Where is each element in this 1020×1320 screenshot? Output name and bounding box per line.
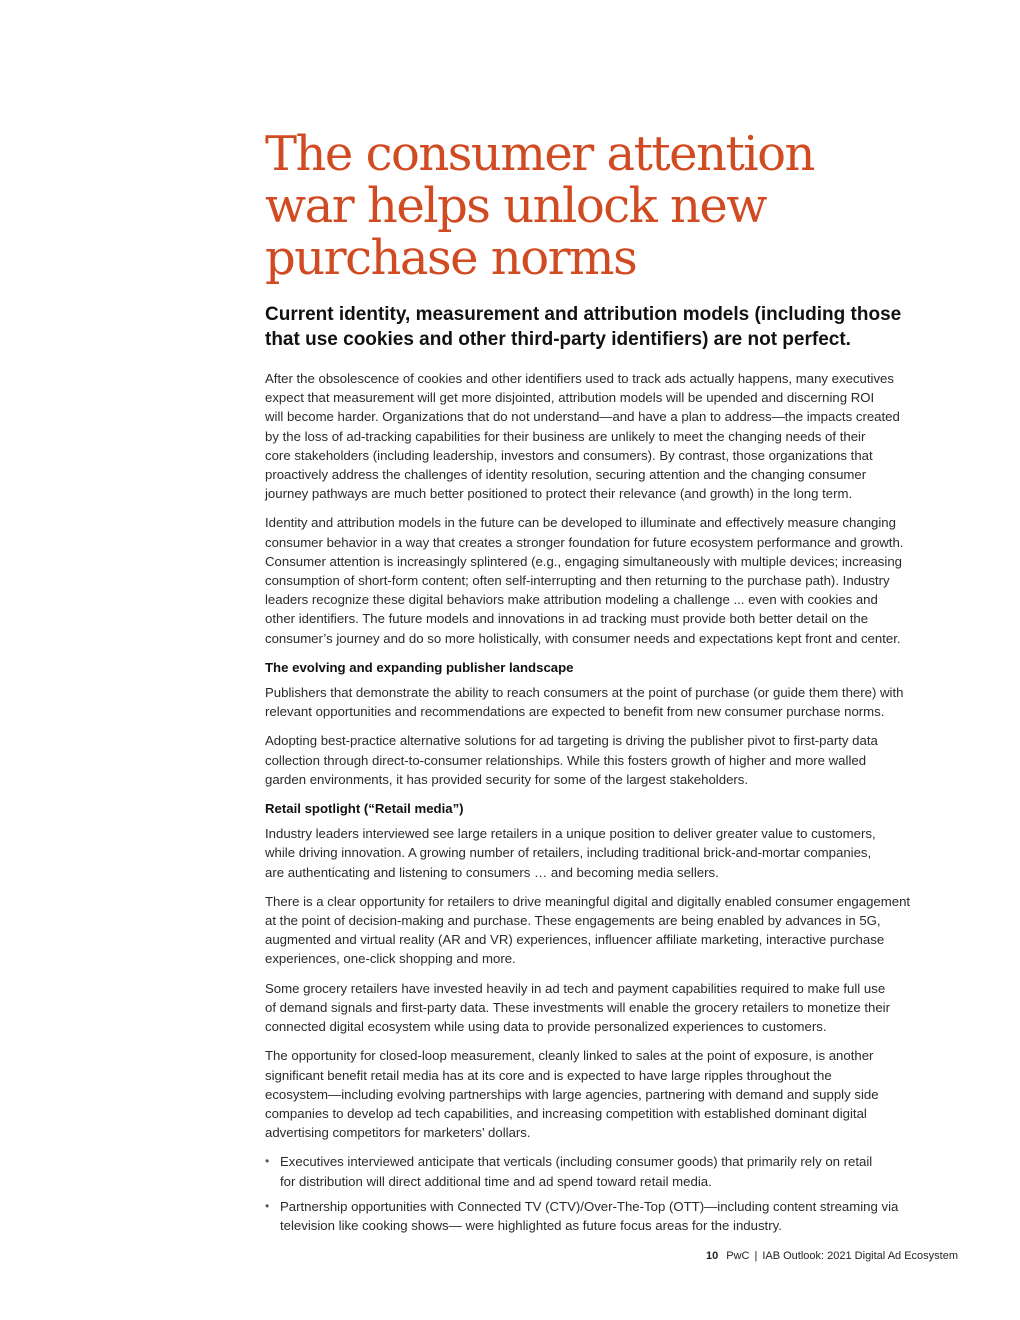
footer-publication: IAB Outlook: 2021 Digital Ad Ecosystem xyxy=(762,1250,958,1262)
text-line: journey pathways are much better positioned to protect their relevance (and growth) in the long term. xyxy=(265,486,853,502)
text-line: Executives interviewed anticipate that verticals (including consumer goods) that primarily rely on retail xyxy=(280,1154,873,1170)
text-line: of demand signals and first-party data. These investments will enable the grocery retailers to monetize their xyxy=(265,999,891,1015)
text-line: Adopting best-practice alternative solutions for ad targeting is driving the publisher pivot to first-party data xyxy=(265,733,878,749)
text-line: are authenticating and listening to consumers … and becoming media sellers. xyxy=(265,864,719,880)
paragraph-publishers xyxy=(265,683,965,721)
title-line: The consumer attention xyxy=(265,126,814,182)
text-line: Industry leaders interviewed see large retailers in a unique position to deliver greater value to customers, xyxy=(265,826,876,842)
text-line: Partnership opportunities with Connected TV (CTV)/Over-The-Top (OTT)—including content streaming via xyxy=(280,1198,899,1214)
text-line: experiences, one-click shopping and more. xyxy=(265,951,516,967)
text-line: consumption of short-form content; often self-interrupting and then returning to the purchase path). Industry xyxy=(265,573,890,589)
text-line: relevant opportunities and recommendations are expected to benefit from new consumer purchase norms. xyxy=(265,704,885,720)
paragraph-grocery xyxy=(265,979,965,1037)
paragraph-closed-loop xyxy=(265,1046,965,1142)
text-line: while driving innovation. A growing number of retailers, including traditional brick-and-mortar companies, xyxy=(265,845,872,861)
bullet-icon: • xyxy=(265,1198,270,1213)
text-line: proactively address the challenges of identity resolution, securing attention and the changing consumer xyxy=(265,467,867,483)
text-line: Publishers that demonstrate the ability to reach consumers at the point of purchase (or guide them there) with xyxy=(265,685,904,701)
text-line: Identity and attribution models in the future can be developed to illuminate and effectively measure changing xyxy=(265,515,896,531)
text-line: The opportunity for closed-loop measurement, cleanly linked to sales at the point of exposure, is another xyxy=(265,1048,874,1064)
text-line: core stakeholders (including leadership, investors and consumers). By contrast, those organizations that xyxy=(265,447,873,463)
subtitle-line: that use cookies and other third-party identifiers) are not perfect. xyxy=(265,329,851,350)
text-line: will become harder. Organizations that do not understand—and have a plan to address—the impacts created xyxy=(265,409,900,425)
text-line: consumer behavior in a way that creates a stronger foundation for future ecosystem performance and growth. xyxy=(265,534,904,550)
text-line: significant benefit retail media has at its core and is expected to have large ripples throughout the xyxy=(265,1067,832,1083)
text-line: leaders recognize these digital behaviors make attribution modeling a challenge ... even with cookies and xyxy=(265,592,878,608)
text-line: augmented and virtual reality (AR and VR) experiences, influencer affiliate marketing, interactive purchase xyxy=(265,932,885,948)
paragraph-identity-attribution xyxy=(265,513,965,647)
text-line: collection through direct-to-consumer relationships. While this fosters growth of higher and more walled xyxy=(265,752,867,768)
title-line: war helps unlock new xyxy=(265,178,766,234)
section-heading-publisher: The evolving and expanding publisher landscape xyxy=(265,659,574,675)
text-line: expect that measurement will get more disjointed, attribution models will be upended and discerning ROI xyxy=(265,390,875,406)
text-line: There is a clear opportunity for retailers to drive meaningful digital and digitally enabled consumer engagement xyxy=(265,893,911,909)
text-line: advertising competitors for marketers’ dollars. xyxy=(265,1125,531,1141)
text-line: companies to develop ad tech capabilities, and increasing competition with established dominant digital xyxy=(265,1105,867,1121)
text-line: Consumer attention is increasingly splintered (e.g., engaging simultaneously with multiple devices; increasing xyxy=(265,553,902,569)
paragraph-retail-opportunity xyxy=(265,892,965,969)
page-content xyxy=(265,128,965,1241)
page-subtitle xyxy=(265,302,965,352)
page-number: 10 xyxy=(706,1250,719,1262)
text-line: ecosystem—including evolving partnerships with large agencies, partnering with demand and supply side xyxy=(265,1086,879,1102)
bullet-icon: • xyxy=(265,1154,270,1169)
title-line: purchase norms xyxy=(265,230,637,286)
list-item xyxy=(265,1197,965,1235)
subtitle-line: Current identity, measurement and attribution models (including those xyxy=(265,304,902,325)
text-line: by the loss of ad-tracking capabilities for their business are unlikely to meet the changing needs of their xyxy=(265,428,866,444)
section-heading-retail: Retail spotlight (“Retail media”) xyxy=(265,801,464,817)
text-line: Some grocery retailers have invested heavily in ad tech and payment capabilities required to make full use xyxy=(265,980,886,996)
footer-separator: | xyxy=(754,1250,758,1262)
paragraph-ad-targeting xyxy=(265,731,965,789)
page-title xyxy=(265,128,965,284)
paragraph-cookie-obsolescence xyxy=(265,369,965,503)
footer-brand: PwC xyxy=(726,1250,750,1262)
text-line: connected digital ecosystem while using data to provide personalized experiences to customers. xyxy=(265,1019,827,1035)
text-line: After the obsolescence of cookies and other identifiers used to track ads actually happens, many executives xyxy=(265,371,894,386)
text-line: other identifiers. The future models and innovations in ad tracking must provide both better detail on the xyxy=(265,611,869,627)
text-line: garden environments, it has provided security for some of the largest stakeholders. xyxy=(265,771,749,787)
bullet-list xyxy=(265,1152,965,1235)
text-line: at the point of decision-making and purchase. These engagements are being enabled by advances in 5G, xyxy=(265,913,881,929)
page-footer xyxy=(706,1249,958,1263)
text-line: television like cooking shows— were highlighted as future focus areas for the industry. xyxy=(280,1217,782,1233)
text-line: consumer’s journey and do so more holistically, with consumer needs and expectations kept front and center. xyxy=(265,630,901,646)
paragraph-retailers xyxy=(265,824,965,882)
list-item xyxy=(265,1152,965,1190)
text-line: for distribution will direct additional time and ad spend toward retail media. xyxy=(280,1173,712,1189)
